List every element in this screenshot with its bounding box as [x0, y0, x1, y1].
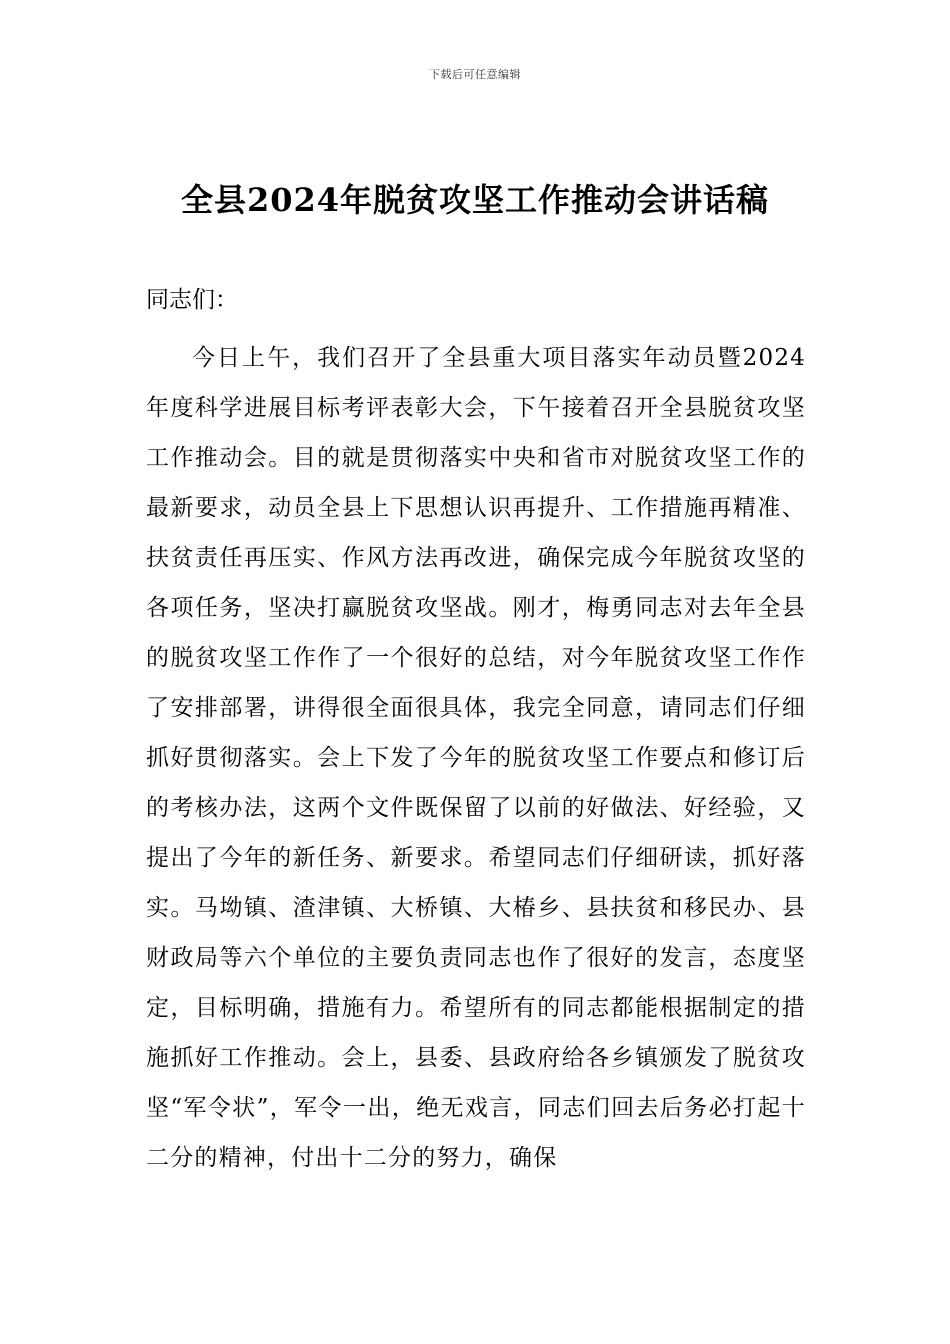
header-note: 下载后可任意编辑 — [429, 68, 521, 81]
salutation: 同志们： — [146, 287, 238, 313]
body-paragraph: 今日上午，我们召开了全县重大项目落实年动员暨2024年度科学进展目标考评表彰大会，下午接着召开全县脱贫攻坚工作推动会。目的就是贯彻落实中央和省市对脱贫攻坚工作的最新要求，动员全县上下思想认识再提升、工作措施再精准、扶贫责任再压实、作风方法再改进，确保完成今年脱贫攻坚的各项任务，坚决打赢脱贫攻坚战。刚才，梅勇同志对去年全县的脱贫攻坚工作作了一个很好的总结，对今年脱贫攻坚工作作了安排部署，讲得很全面很具体，我完全同意，请同志们仔细抓好贯彻落实。会上下发了今年的脱贫攻坚工作要点和修订后的考核办法，这两个文件既保留了以前的好做法、好经验，又提出了今年的新任务、新要求。希望同志们仔细研读，抓好落实。马坳镇、渣津镇、大桥镇、大椿乡、县扶贫和移民办、县财政局等六个单位的主要负责同志也作了很好的发言，态度坚定，目标明确，措施有力。希望所有的同志都能根据制定的措施抓好工作推动。会上，县委、县政府给各乡镇颁发了脱贫攻坚“军令状”，军令一出，绝无戏言，同志们回去后务必打起十二分的精神，付出十二分的努力，确保 — [146, 345, 806, 1171]
document-title: 全县2024年脱贫攻坚工作推动会讲话稿 — [180, 181, 770, 219]
